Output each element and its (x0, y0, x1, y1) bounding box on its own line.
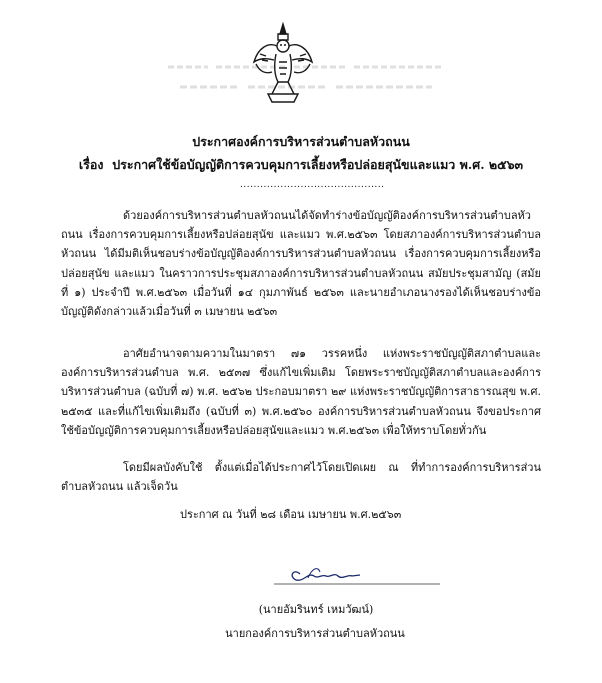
handwritten-signature (268, 562, 443, 588)
signer-position: นายกองค์การบริหารส่วนตำบลหัวถนน (225, 627, 405, 640)
title-separator: ........................................... (240, 180, 385, 190)
subject-prefix: เรื่อง (78, 157, 104, 172)
document-title: ประกาศองค์การบริหารส่วนตำบลหัวถนน (192, 134, 410, 149)
paragraph-effective-date: โดยมีผลบังคับใช้ ตั้งแต่เมื่อได้ประกาศไว้โดยเปิดเผย ณ ที่ทำการองค์การบริหารส่วนตำบลหัวถนน แล้วเจ็ดวัน (61, 461, 541, 494)
signer-name: (นายอัมรินทร์ เหมวัฒน์) (258, 603, 374, 616)
subject-text: ประกาศใช้ข้อบัญญัติการควบคุมการเลี้ยงหรือปล่อยสุนัขและแมว พ.ศ. ๒๕๖๓ (112, 157, 524, 172)
document-subject (0, 155, 602, 175)
paragraph-legal-authority: อาศัยอำนาจตามความในมาตรา ๗๑ วรรคหนึ่ง แห่งพระราชบัญญัติสภาตำบลและองค์การบริหารส่วนตำบล พ.ศ. ๒๕๓๗ ซึ่งแก้ไขเพิ่มเติม โดยพระราชบัญญัติสภาตำบลและองค์การบริหารส่วนตำบล (ฉบับที่ ๗) พ.ศ. ๒๕๖๒ ประกอบมาตรา ๒๙ แห่งพระราชบัญญัติการสาธารณสุข พ.ศ. ๒๕๓๕ และที่แก้ไขเพิ่มเติมถึง (ฉบับที่ ๓) พ.ศ.๒๕๖๐ องค์การบริหารส่วนตำบลหัวถนน จึงขอประกาศใช้ข้อบัญญัติการควบคุมการเลี้ยงหรือปล่อยสุนัขและแมว พ.ศ.๒๕๖๓ เพื่อให้ทราบโดยทั่วกัน (61, 347, 541, 437)
faint-bleedthrough-text (160, 82, 450, 92)
faint-bleedthrough-text (160, 62, 450, 72)
announcement-date: ประกาศ ณ วันที่ ๒๘ เดือน เมษายน พ.ศ.๒๕๖๓ (180, 508, 402, 521)
paragraph-background: ด้วยองค์การบริหารส่วนตำบลหัวถนนได้จัดทำร่างข้อบัญญัติองค์การบริหารส่วนตำบลหัวถนน เรื่องการควบคุมการเลี้ยงหรือปล่อยสุนัข และแมว พ.ศ.๒๕๖๓ โดยสภาองค์การบริหารส่วนตำบลหัวถนน ได้มีมติเห็นชอบร่างข้อบัญญัติองค์การบริหารส่วนตำบลหัวถนน เรื่องการควบคุมการเลี้ยงหรือปล่อยสุนัข และแมว ในคราวการประชุมสภาองค์การบริหารส่วนตำบลหัวถนน สมัยประชุมสามัญ (สมัยที่ ๑) ประจำปี พ.ศ.๒๕๖๓ เมื่อวันที่ ๑๔ กุมภาพันธ์ ๒๕๖๓ และนายอำเภอนางรองได้เห็นชอบร่างข้อบัญญัติดังกล่าวแล้วเมื่อวันที่ ๓ เมษายน ๒๕๖๓ (61, 209, 541, 319)
